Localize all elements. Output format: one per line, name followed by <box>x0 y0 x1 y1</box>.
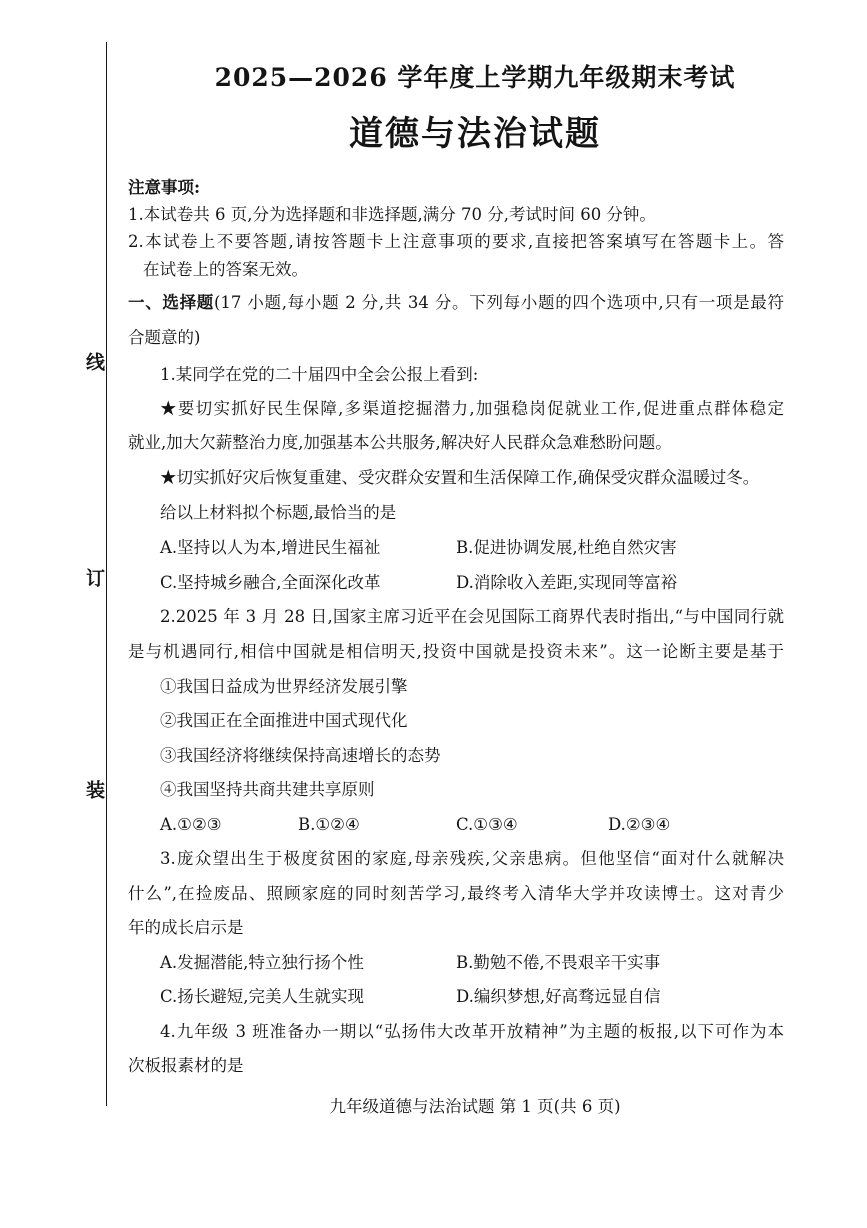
notice-item-1: 1.本试卷共 6 页,分为选择题和非选择题,满分 70 分,考试时间 60 分钟。 <box>128 205 656 224</box>
section-1-intro <box>128 292 784 314</box>
q1-option-b: B.促进协调发展,杜绝自然灾害 <box>456 538 677 557</box>
q1-material-1: ★要切实抓好民生保障,多渠道挖掘潜力,加强稳岗促就业工作,促进重点群体稳定 <box>160 399 784 418</box>
q1-option-d: D.消除收入差距,实现同等富裕 <box>456 573 678 592</box>
binding-mark-bind: 装 <box>83 780 105 799</box>
q3-stem-end: 年的成长启示是 <box>128 918 244 937</box>
q3-stem-cont: 什么”,在捡废品、照顾家庭的同时刻苦学习,最终考入清华大学并攻读博士。这对青少 <box>128 884 784 903</box>
q4-stem: 4.九年级 3 班准备办一期以“弘扬伟大改革开放精神”为主题的板报,以下可作为本 <box>160 1022 784 1041</box>
binding-line <box>106 42 107 1106</box>
q2-statement-3: ③我国经济将继续保持高速增长的态势 <box>160 746 441 765</box>
q2-statement-4: ④我国坚持共商共建共享原则 <box>160 780 375 799</box>
q2-stem-cont: 是与机遇同行,相信中国就是相信明天,投资中国就是投资未来”。这一论断主要是基于 <box>128 642 784 661</box>
binding-mark-staple: 订 <box>83 568 105 587</box>
q3-option-c: C.扬长避短,完美人生就实现 <box>160 987 365 1006</box>
q2-stem: 2.2025 年 3 月 28 日,国家主席习近平在会见国际工商界代表时指出,“与中国同行就 <box>160 607 784 626</box>
q1-material-1-cont: 就业,加大欠薪整治力度,加强基本公共服务,解决好人民群众急难愁盼问题。 <box>128 433 672 452</box>
notice-item-2: 2.本试卷上不要答题,请按答题卡上注意事项的要求,直接把答案填写在答题卡上。答 <box>128 232 784 251</box>
notice-item-2-cont: 在试卷上的答案无效。 <box>143 260 308 279</box>
q1-option-c: C.坚持城乡融合,全面深化改革 <box>160 573 381 592</box>
q2-option-a: A.①②③ <box>160 815 222 834</box>
q3-stem: 3.庞众望出生于极度贫困的家庭,母亲残疾,父亲患病。但他坚信“面对什么就解决 <box>160 849 784 868</box>
q4-stem-cont: 次板报素材的是 <box>128 1056 244 1075</box>
q1-stem: 1.某同学在党的二十届四中全会公报上看到: <box>160 365 479 384</box>
binding-mark-line: 线 <box>83 352 105 371</box>
q2-option-c: C.①③④ <box>456 815 518 834</box>
notice-heading: 注意事项: <box>128 178 201 197</box>
page-footer: 九年级道德与法治试题 第 1 页(共 6 页) <box>329 1097 621 1116</box>
section-1-desc: (17 小题,每小题 2 分,共 34 分。下列每小题的四个选项中,只有一项是最符 <box>213 293 785 312</box>
q1-material-2: ★切实抓好灾后恢复重建、受灾群众安置和生活保障工作,确保受灾群众温暖过冬。 <box>160 468 760 487</box>
q3-option-d: D.编织梦想,好高骛远显自信 <box>456 987 661 1006</box>
section-1-heading: 一、选择题 <box>128 293 214 312</box>
exam-title: 2025—2026 学年度上学期九年级期末考试 <box>214 63 736 92</box>
subject-title: 道德与法治试题 <box>349 114 601 154</box>
q2-option-b: B.①②④ <box>298 815 360 834</box>
q3-option-b: B.勤勉不倦,不畏艰辛干实事 <box>456 953 661 972</box>
q1-option-a: A.坚持以人为本,增进民生福祉 <box>160 538 381 557</box>
q1-question: 给以上材料拟个标题,最恰当的是 <box>160 503 397 522</box>
q2-option-d: D.②③④ <box>608 815 671 834</box>
q2-statement-1: ①我国日益成为世界经济发展引擎 <box>160 677 408 696</box>
q3-option-a: A.发掘潜能,特立独行扬个性 <box>160 953 364 972</box>
q2-statement-2: ②我国正在全面推进中国式现代化 <box>160 711 408 730</box>
section-1-desc-cont: 合题意的) <box>128 328 201 347</box>
